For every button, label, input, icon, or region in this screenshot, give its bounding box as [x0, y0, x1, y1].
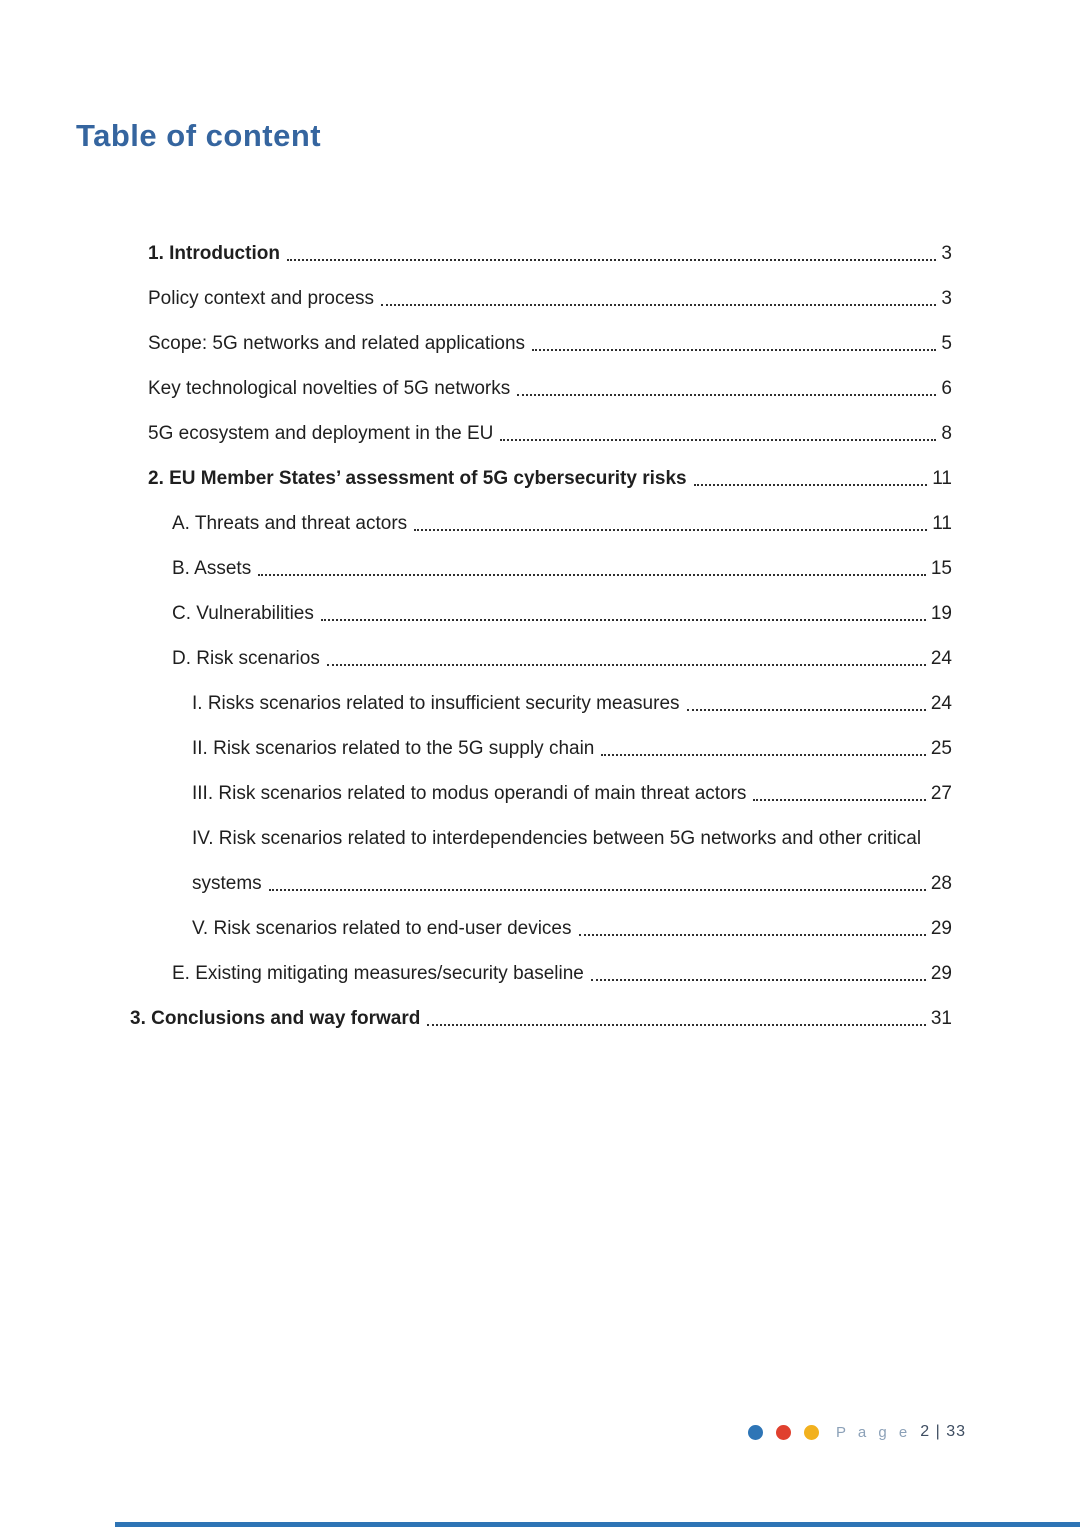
toc-entry[interactable]	[130, 333, 952, 355]
toc-page-number: 11	[932, 513, 952, 534]
toc-page-number: 8	[941, 423, 952, 444]
page-footer	[748, 1423, 966, 1441]
page-title: Table of content	[76, 118, 322, 153]
toc-page-number: 31	[930, 1008, 952, 1029]
toc-page-number: 15	[930, 558, 952, 579]
toc-entry[interactable]	[130, 558, 952, 580]
red-dot-icon	[776, 1425, 791, 1440]
toc-leader-dots	[427, 1024, 926, 1026]
toc-entry-label: II. Risk scenarios related to the 5G supply chain	[192, 738, 595, 759]
toc-entry[interactable]	[130, 1008, 952, 1030]
toc-entry[interactable]	[130, 783, 952, 805]
toc-leader-dots	[694, 484, 928, 486]
toc-entry-label: V. Risk scenarios related to end-user devices	[192, 918, 572, 939]
toc-page-number: 5	[941, 333, 952, 354]
toc-entry-label: B. Assets	[172, 558, 252, 579]
yellow-dot-icon	[804, 1425, 819, 1440]
toc-leader-dots	[753, 799, 925, 801]
toc-page-number: 29	[930, 918, 952, 939]
toc-leader-dots	[414, 529, 927, 531]
toc-entry[interactable]	[130, 828, 952, 850]
toc-entry[interactable]	[130, 648, 952, 670]
toc-page-number: 11	[932, 468, 952, 489]
toc-leader-dots	[532, 349, 936, 351]
toc-page-number: 3	[941, 288, 952, 309]
toc-entry-label: III. Risk scenarios related to modus operandi of main threat actors	[192, 783, 747, 804]
toc-entry-label: D. Risk scenarios	[172, 648, 320, 669]
toc-entry[interactable]	[130, 693, 952, 715]
toc-entry[interactable]	[130, 378, 952, 400]
toc-entry-label: E. Existing mitigating measures/security baseline	[172, 963, 584, 984]
toc-entry[interactable]	[130, 243, 952, 265]
toc-leader-dots	[287, 259, 936, 261]
toc-page-number: 19	[930, 603, 952, 624]
toc-leader-dots	[327, 664, 926, 666]
toc-entry-label: Key technological novelties of 5G networks	[148, 378, 511, 399]
toc-page-number: 24	[930, 693, 952, 714]
toc-entry[interactable]	[130, 513, 952, 535]
toc-leader-dots	[579, 934, 926, 936]
toc-entry[interactable]	[130, 468, 952, 490]
toc-entry-label: I. Risks scenarios related to insufficient security measures	[192, 693, 680, 714]
toc-entry[interactable]	[130, 963, 952, 985]
toc-entry-label: 1. Introduction	[148, 243, 280, 264]
toc-entry-label: Scope: 5G networks and related applications	[148, 333, 526, 354]
toc-leader-dots	[381, 304, 936, 306]
toc-entry-label: A. Threats and threat actors	[172, 513, 408, 534]
toc-leader-dots	[258, 574, 926, 576]
blue-dot-icon	[748, 1425, 763, 1440]
toc-page-number: 27	[930, 783, 952, 804]
toc-entry[interactable]	[130, 423, 952, 445]
toc-entry[interactable]	[130, 738, 952, 760]
toc-leader-dots	[591, 979, 926, 981]
toc-page-number: 6	[941, 378, 952, 399]
table-of-contents	[130, 243, 952, 1053]
toc-entry[interactable]	[130, 873, 952, 895]
toc-page-number: 3	[941, 243, 952, 264]
toc-entry-label: IV. Risk scenarios related to interdependencies between 5G networks and other critical	[192, 828, 922, 849]
toc-leader-dots	[687, 709, 926, 711]
toc-page-number: 25	[930, 738, 952, 759]
toc-leader-dots	[321, 619, 926, 621]
toc-entry[interactable]	[130, 603, 952, 625]
toc-entry-label: 5G ecosystem and deployment in the EU	[148, 423, 494, 444]
footer-page-number: 2 | 33	[920, 1423, 967, 1440]
toc-entry[interactable]	[130, 288, 952, 310]
toc-entry-label: Policy context and process	[148, 288, 375, 309]
bottom-accent-bar	[115, 1522, 1080, 1527]
toc-entry-label: systems	[192, 873, 262, 894]
toc-entry[interactable]	[130, 918, 952, 940]
toc-entry-label: 2. EU Member States’ assessment of 5G cybersecurity risks	[148, 468, 687, 489]
toc-page-number: 28	[930, 873, 952, 894]
toc-page-number: 24	[930, 648, 952, 669]
toc-leader-dots	[601, 754, 925, 756]
toc-leader-dots	[269, 889, 926, 891]
toc-leader-dots	[517, 394, 936, 396]
toc-leader-dots	[500, 439, 936, 441]
toc-entry-label: C. Vulnerabilities	[172, 603, 314, 624]
footer-page-label: P a g e	[836, 1423, 912, 1441]
toc-entry-label: 3. Conclusions and way forward	[130, 1008, 421, 1029]
toc-page-number: 29	[930, 963, 952, 984]
